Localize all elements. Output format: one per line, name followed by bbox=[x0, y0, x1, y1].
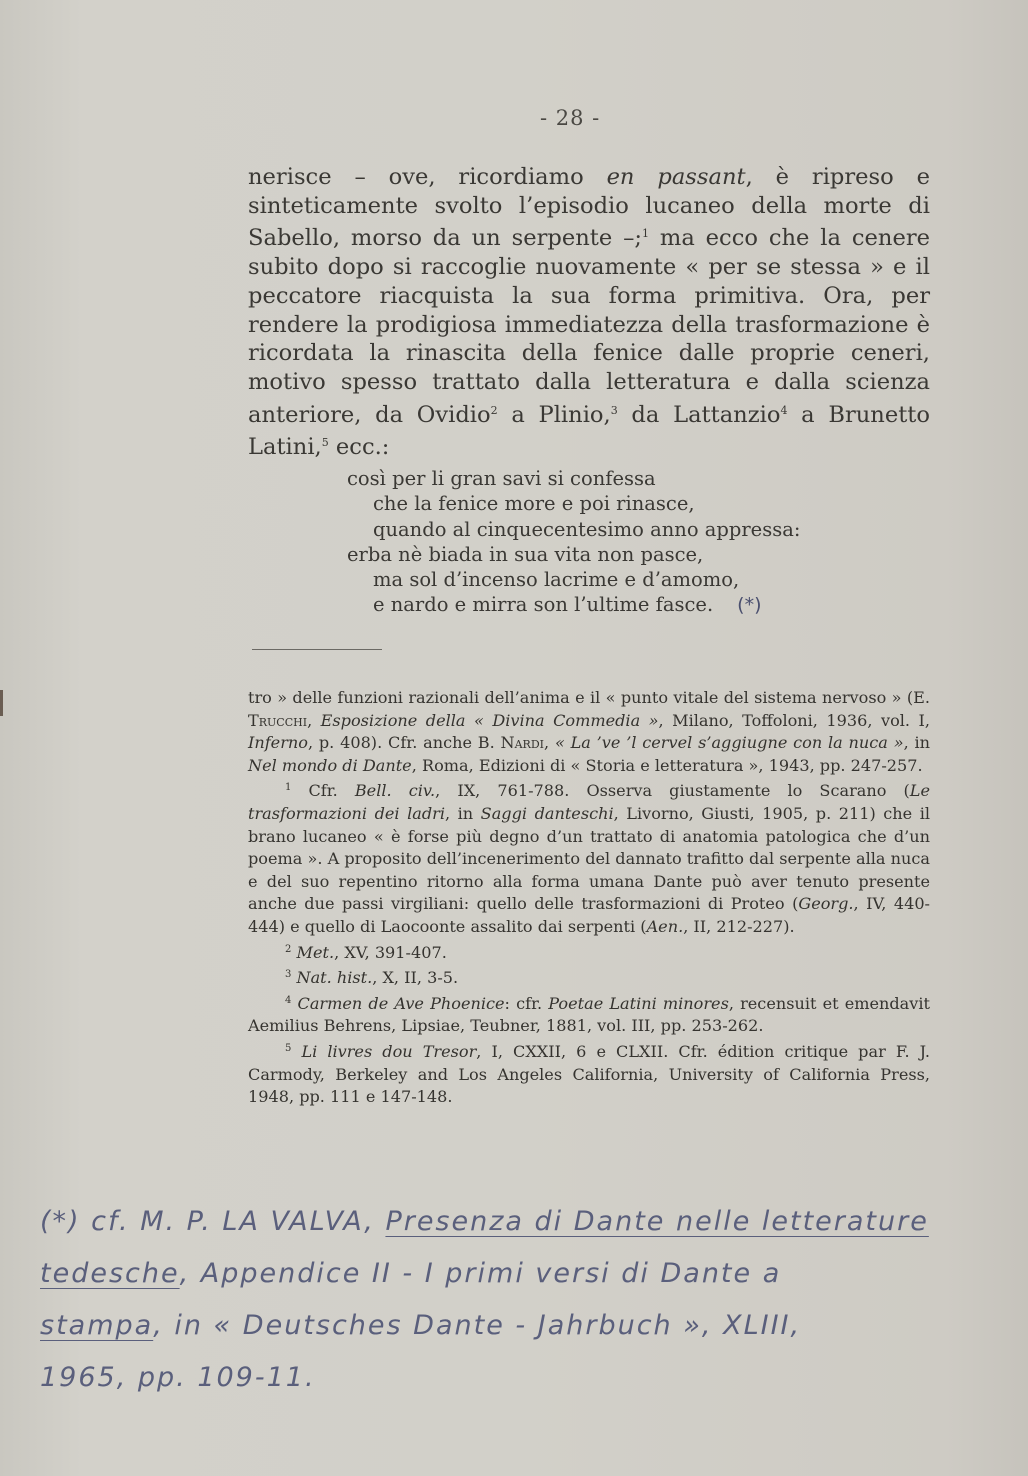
handwritten-line: 1965, pp. 109-11. bbox=[40, 1362, 316, 1393]
footnote-number: 1 bbox=[285, 782, 292, 794]
author-name: Trucchi bbox=[248, 710, 308, 730]
footnote-5 bbox=[248, 1038, 930, 1109]
footnote-4 bbox=[248, 990, 930, 1038]
note-text: , in bbox=[903, 733, 930, 753]
note-text: , recensuit et emendavit Aemilius Behrens, Lipsiae, Teubner, 1881, vol. III, pp. 253-262. bbox=[248, 993, 930, 1036]
footnote-number: 2 bbox=[285, 943, 292, 955]
footnote-ref: 3 bbox=[610, 403, 618, 417]
note-text: , I, CXXII, 6 e CLXII. Cfr. édition critique par F. J. Carmody, Berkeley and Los Angeles California, University of California Press, 1948, pp. 111 e 147-148. bbox=[248, 1041, 930, 1107]
handwritten-line bbox=[40, 1300, 1000, 1352]
note-text: , bbox=[307, 710, 321, 730]
footnote-number: 3 bbox=[285, 969, 292, 981]
poem-line: ma sol d’incenso lacrime e d’amomo, bbox=[373, 568, 740, 592]
note-text: , X, II, 3-5. bbox=[372, 968, 459, 988]
note-text: , IX, 761-788. Osserva giustamente lo Scarano ( bbox=[435, 781, 910, 801]
note-title: Inferno bbox=[248, 733, 308, 753]
body-segment: ma ecco che la cenere subito dopo si raccoglie nuovamente « per se stessa » e il peccatore riacquista la sua forma primitiva. Ora, per rendere la prodigiosa immediatezza della trasformazione è ricordata la rinascita della fenice dalle proprie ceneri, motivo spesso trattato dalla letteratura e dalla scienza anteriore, da Ovidio bbox=[248, 225, 930, 428]
footnote-separator bbox=[252, 649, 382, 650]
page-number: - 28 - bbox=[540, 106, 601, 130]
handwritten-text: , Appendice II - I primi versi di Dante a bbox=[179, 1258, 782, 1289]
note-text: , IV, 440-444) e quello di Laocoonte assalito dai serpenti ( bbox=[248, 894, 930, 936]
note-text: , p. 408). Cfr. anche B. bbox=[307, 733, 501, 753]
handwritten-title: stampa bbox=[40, 1310, 154, 1341]
poem-quotation bbox=[347, 466, 800, 619]
handwritten-asterisk-mark: (*) bbox=[737, 594, 762, 617]
note-text: , in bbox=[444, 803, 481, 823]
footnote-number: 5 bbox=[285, 1042, 292, 1054]
body-italic: en passant bbox=[606, 164, 746, 190]
footnote-number: 4 bbox=[285, 994, 292, 1006]
handwritten-line bbox=[40, 1196, 1000, 1248]
poem-line bbox=[347, 592, 800, 618]
main-paragraph bbox=[248, 163, 930, 462]
poem-line: erba nè biada in sua vita non pasce, bbox=[347, 542, 704, 566]
note-text: , XV, 391-407. bbox=[334, 942, 447, 962]
handwritten-line bbox=[40, 1248, 1000, 1300]
handwritten-title: tedesche bbox=[40, 1258, 180, 1289]
note-title: Li livres dou Tresor bbox=[301, 1041, 477, 1061]
footnotes bbox=[248, 687, 930, 1109]
footnote-ref: 1 bbox=[642, 227, 650, 241]
footnote-ref: 4 bbox=[780, 403, 788, 417]
footnote-3 bbox=[248, 964, 930, 990]
body-segment: da Lattanzio bbox=[617, 401, 781, 428]
footnote-ref: 5 bbox=[321, 436, 329, 450]
note-title: Met. bbox=[296, 942, 335, 962]
note-text: , II, 212-227). bbox=[683, 916, 795, 936]
note-title: Poetae Latini minores bbox=[548, 993, 729, 1013]
note-title: « La ’ve ’l cervel s’aggiugne con la nuca » bbox=[554, 733, 904, 753]
footnote-ref: 2 bbox=[490, 403, 498, 417]
note-title: Esposizione della « Divina Commedia » bbox=[320, 710, 659, 730]
note-text: : cfr. bbox=[504, 993, 549, 1013]
note-title: Nel mondo di Dante bbox=[248, 755, 412, 775]
note-text: , Milano, Toffoloni, 1936, vol. I, bbox=[658, 710, 930, 730]
body-segment: ecc.: bbox=[328, 434, 390, 461]
note-title: Carmen de Ave Phoenice bbox=[297, 993, 505, 1013]
note-text: , Roma, Edizioni di « Storia e letteratura », 1943, pp. 247-257. bbox=[411, 755, 923, 775]
page-edge-mark bbox=[0, 690, 3, 716]
poem-line: così per li gran savi si confessa bbox=[347, 467, 656, 490]
handwritten-title: Presenza di Dante nelle letterature bbox=[385, 1206, 929, 1237]
note-text: , Livorno, Giusti, 1905, p. 211) che il brano lucaneo « è forse più degno d’un trattato di anatomia patologica che d’un poema ». A proposito dell’incenerimento del dannato trafitto dal serpente alla nuca e del suo repentino ritorno alla forma umana Dante può aver tenuto presente anche due passi virgiliani: quello delle trasformazioni di Proteo ( bbox=[248, 803, 930, 914]
note-text: tro » delle funzioni razionali dell’anima e il « punto vitale del sistema nervoso » (E. bbox=[248, 688, 930, 707]
note-text: Cfr. bbox=[291, 781, 355, 801]
poem-line: che la fenice more e poi rinasce, bbox=[373, 492, 695, 516]
note-title: Bell. civ. bbox=[354, 781, 436, 801]
body-segment: a Plinio, bbox=[497, 401, 611, 428]
body-segment: , è ripreso e sinteticamente svolto l’episodio lucaneo della morte di Sabello, morso da un serpente –; bbox=[248, 164, 931, 252]
handwritten-text: (*) cf. M. P. LA VALVA, bbox=[40, 1206, 386, 1237]
note-text: , bbox=[544, 733, 555, 753]
note-title: Saggi danteschi bbox=[480, 803, 614, 823]
note-title: Nat. hist. bbox=[296, 968, 373, 988]
body-segment: a Brunetto Latini, bbox=[248, 401, 930, 461]
footnote-2 bbox=[248, 939, 930, 965]
note-title: Aen. bbox=[646, 916, 684, 936]
body-segment: nerisce – ove, ricordiamo bbox=[248, 164, 607, 190]
poem-line-text: e nardo e mirra son l’ultime fasce. bbox=[373, 593, 714, 617]
footnote-1 bbox=[248, 777, 930, 938]
author-name: Nardi bbox=[500, 733, 545, 753]
note-title: Georg. bbox=[798, 894, 854, 914]
footnote-continuation bbox=[248, 687, 930, 777]
poem-line: quando al cinquecentesimo anno appressa: bbox=[373, 517, 801, 541]
handwritten-text: , in « Deutsches Dante - Jahrbuch », XLIII, bbox=[153, 1310, 802, 1341]
note-title: Le trasformazioni dei ladri bbox=[248, 781, 930, 823]
handwritten-note bbox=[40, 1196, 1000, 1404]
